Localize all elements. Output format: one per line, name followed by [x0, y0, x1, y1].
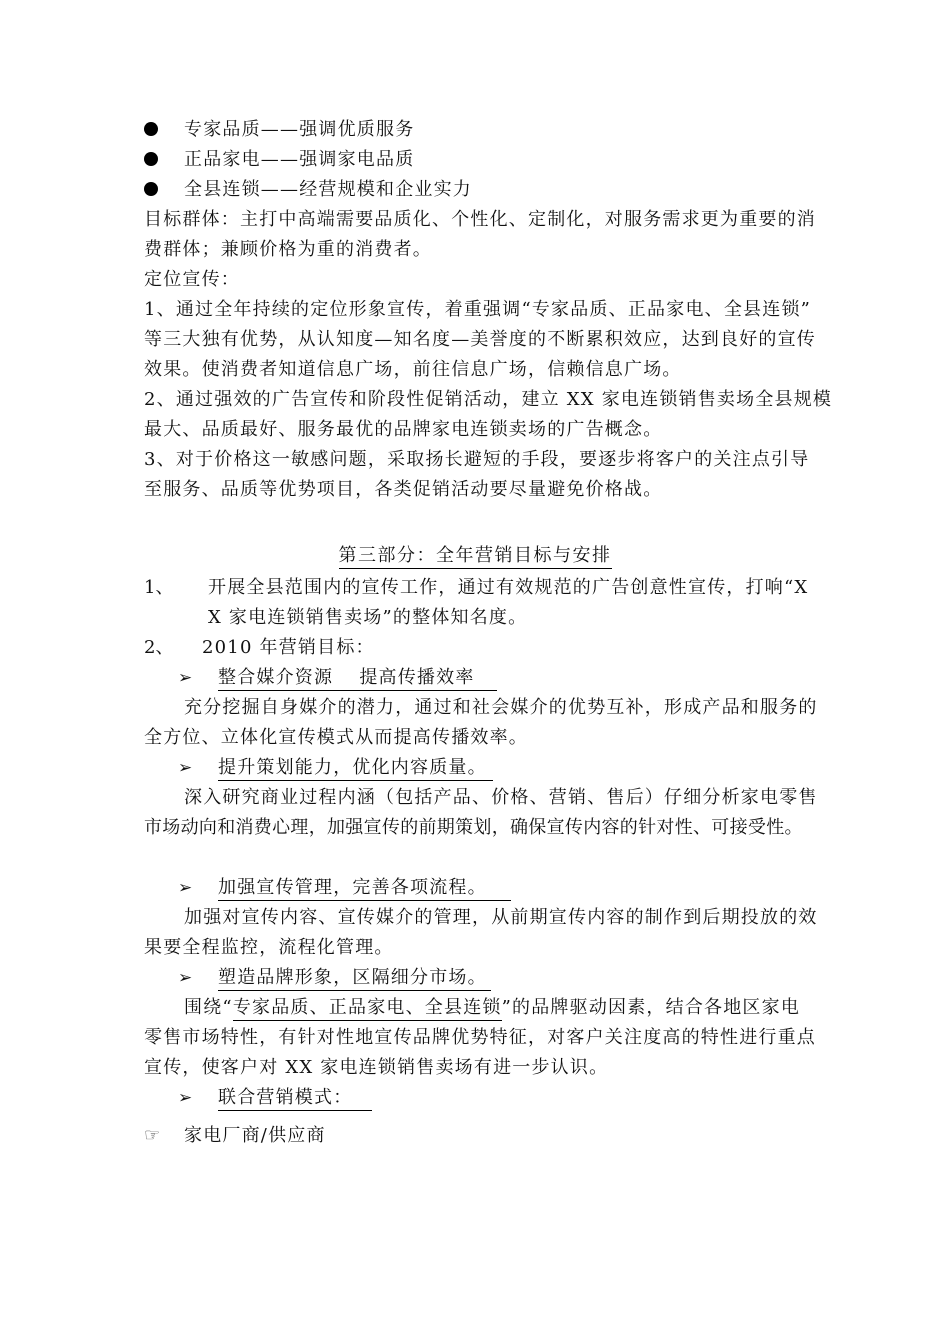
target-group-line: 费群体；兼顾价格为重的消费者。: [144, 239, 432, 260]
list-number: 1、: [144, 577, 174, 598]
paragraph-line: 深入研究商业过程内涵（包括产品、价格、营销、售后）仔细分析家电零售: [184, 787, 818, 808]
quote-suffix: ”的品牌驱动因素，结合各地区家电: [501, 997, 801, 1018]
paragraph-line: [184, 993, 824, 1023]
goal-heading-text: 联合营销模式：: [218, 1087, 372, 1111]
bullet-item: 正品家电——强调家电品质: [184, 149, 415, 170]
arrow-bullet-icon: ➢: [178, 668, 193, 688]
paragraph-line: 加强对宣传内容、宣传媒介的管理，从前期宣传内容的制作到后期投放的效: [184, 907, 818, 928]
paragraph-line: 全方位、立体化宣传模式从而提高传播效率。: [144, 727, 528, 748]
paragraph-line: 宣传，使客户对 XX 家电连锁销售卖场有进一步认识。: [144, 1057, 609, 1078]
paragraph-line: 2、通过强效的广告宣传和阶段性促销活动，建立 XX 家电连锁销售卖场全县规模: [144, 389, 833, 410]
underlined-brand-drivers: 专家品质、正品家电、全县连锁: [233, 997, 502, 1021]
bullet-dot-icon: [144, 182, 158, 196]
paragraph-line: 1、通过全年持续的定位形象宣传，着重强调“专家品质、正品家电、全县连锁”: [144, 299, 812, 320]
goal-heading-text: 加强宣传管理，完善各项流程。: [218, 877, 511, 901]
arrow-bullet-icon: ➢: [178, 968, 193, 988]
paragraph-line: 开展全县范围内的宣传工作，通过有效规范的广告创意性宣传，打响“X: [208, 577, 809, 598]
goal-heading: [218, 1083, 888, 1113]
paragraph-line: 2010 年营销目标：: [202, 637, 375, 658]
paragraph-line: 零售市场特性，有针对性地宣传品牌优势特征，对客户关注度高的特性进行重点: [144, 1027, 816, 1048]
goal-heading: [218, 963, 888, 993]
paragraph-line: 等三大独有优势，从认知度—知名度—美誉度的不断累积效应，达到良好的宣传: [144, 329, 816, 350]
paragraph-line: 至服务、品质等优势项目，各类促销活动要尽量避免价格战。: [144, 479, 663, 500]
paragraph-line: 效果。使消费者知道信息广场，前往信息广场，信赖信息广场。: [144, 359, 682, 380]
quote-prefix: 围绕“: [184, 997, 233, 1018]
arrow-bullet-icon: ➢: [178, 758, 193, 778]
list-number: 2、: [144, 637, 174, 658]
goal-heading-text: 整合媒介资源 提高传播效率: [218, 667, 497, 691]
bullet-dot-icon: [144, 152, 158, 166]
paragraph-line: 充分挖掘自身媒介的潜力，通过和社会媒介的优势互补，形成产品和服务的: [184, 697, 818, 718]
bullet-item: 专家品质——强调优质服务: [184, 119, 415, 140]
section-title-text: 第三部分：全年营销目标与安排: [339, 545, 612, 569]
paragraph-line: 市场动向和消费心理，加强宣传的前期策划，确保宣传内容的针对性、可接受性。: [144, 817, 803, 838]
arrow-bullet-icon: ➢: [178, 1088, 193, 1108]
goal-heading-text: 提升策划能力，优化内容质量。: [218, 757, 493, 781]
pointing-hand-icon: ☞: [144, 1125, 161, 1146]
paragraph-line: 3、对于价格这一敏感问题，采取扬长避短的手段，要逐步将客户的关注点引导: [144, 449, 810, 470]
paragraph-line: 果要全程监控，流程化管理。: [144, 937, 394, 958]
paragraph-line: 最大、品质最好、服务最优的品牌家电连锁卖场的广告概念。: [144, 419, 663, 440]
arrow-bullet-icon: ➢: [178, 878, 193, 898]
positioning-heading: 定位宣传：: [144, 269, 240, 290]
bullet-dot-icon: [144, 122, 158, 136]
goal-heading-text: 塑造品牌形象，区隔细分市场。: [218, 967, 491, 991]
paragraph-line: X 家电连锁销售卖场”的整体知名度。: [208, 607, 528, 628]
sub-item: 家电厂商/供应商: [184, 1125, 326, 1146]
goal-heading: [218, 873, 888, 903]
bullet-item: 全县连锁——经营规模和企业实力: [184, 179, 472, 200]
section-title: [0, 541, 950, 571]
target-group-line: 目标群体：主打中高端需要品质化、个性化、定制化，对服务需求更为重要的消: [144, 209, 816, 230]
goal-heading: [218, 753, 888, 783]
goal-heading: [218, 663, 888, 693]
